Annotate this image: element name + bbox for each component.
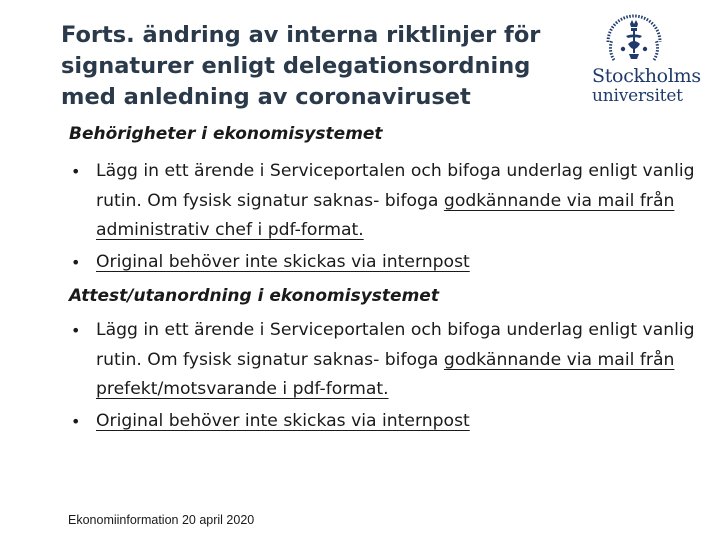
bullet-list-attest xyxy=(66,316,706,438)
slide-title xyxy=(61,20,591,113)
logo-wordmark xyxy=(592,66,712,105)
bullet-text: Lägg in ett ärende i Serviceportalen och bifoga underlag enligt vanlig rutin. Om fysisk signatur saknas- bifoga xyxy=(96,320,695,370)
title-line: med anledning av coronaviruset xyxy=(61,84,471,110)
university-seal-icon xyxy=(602,14,666,64)
stockholms-universitet-logo xyxy=(592,14,702,110)
bullet-text: Lägg in ett ärende i Serviceportalen och bifoga underlag enligt vanlig rutin. Om fysisk signatur saknas- bifoga xyxy=(96,161,695,211)
list-item xyxy=(66,157,706,246)
bullet-link-text[interactable]: Original behöver inte skickas via internpost xyxy=(96,251,470,272)
title-line: signaturer enligt delegationsordning xyxy=(61,53,531,79)
footer-text: Ekonomiinformation 20 april 2020 xyxy=(68,513,255,527)
logo-line-1: Stockholms xyxy=(592,65,701,87)
list-item xyxy=(66,248,706,278)
bullet-link-text[interactable]: godkännande via mail från prefekt/motsvarande i pdf-format. xyxy=(96,349,675,399)
bullet-link-text[interactable]: Original behöver inte skickas via internpost xyxy=(96,410,470,431)
logo-line-2: universitet xyxy=(592,86,683,106)
title-line: Forts. ändring av interna riktlinjer för xyxy=(61,22,541,48)
section-heading-behorigheter: Behörigheter i ekonomisystemet xyxy=(69,124,383,144)
list-item xyxy=(66,407,706,437)
section-heading-attest: Attest/utanordning i ekonomisystemet xyxy=(69,286,439,306)
bullet-list-behorigheter xyxy=(66,157,706,279)
bullet-link-text[interactable]: godkännande via mail från administrativ chef i pdf-format. xyxy=(96,190,675,240)
list-item xyxy=(66,316,706,405)
